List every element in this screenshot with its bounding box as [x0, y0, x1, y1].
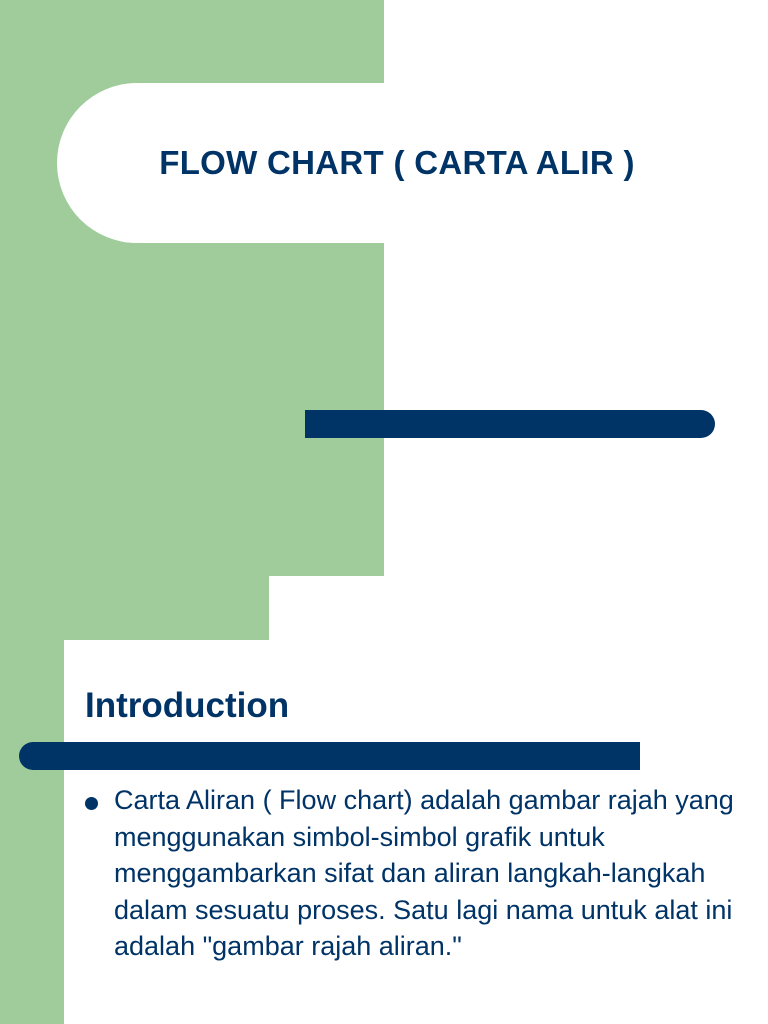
- navy-divider-bar-bottom: [19, 742, 640, 770]
- green-left-strip: [0, 640, 64, 1024]
- list-item: [85, 782, 745, 965]
- green-background-step: [0, 576, 269, 640]
- bullet-dot-icon: [85, 797, 98, 810]
- bullet-list: [85, 782, 745, 965]
- slide-title: FLOW CHART ( CARTA ALIR ): [159, 144, 635, 181]
- section-heading: Introduction: [85, 686, 290, 725]
- bullet-text: Carta Aliran ( Flow chart) adalah gambar rajah yang menggunakan simbol-simbol grafik untuk menggambarkan sifat dan aliran langkah-langkah dalam sesuatu proses. Satu lagi nama untuk alat ini adalah "gambar rajah aliran.": [114, 785, 734, 961]
- navy-divider-bar-top: [305, 410, 715, 438]
